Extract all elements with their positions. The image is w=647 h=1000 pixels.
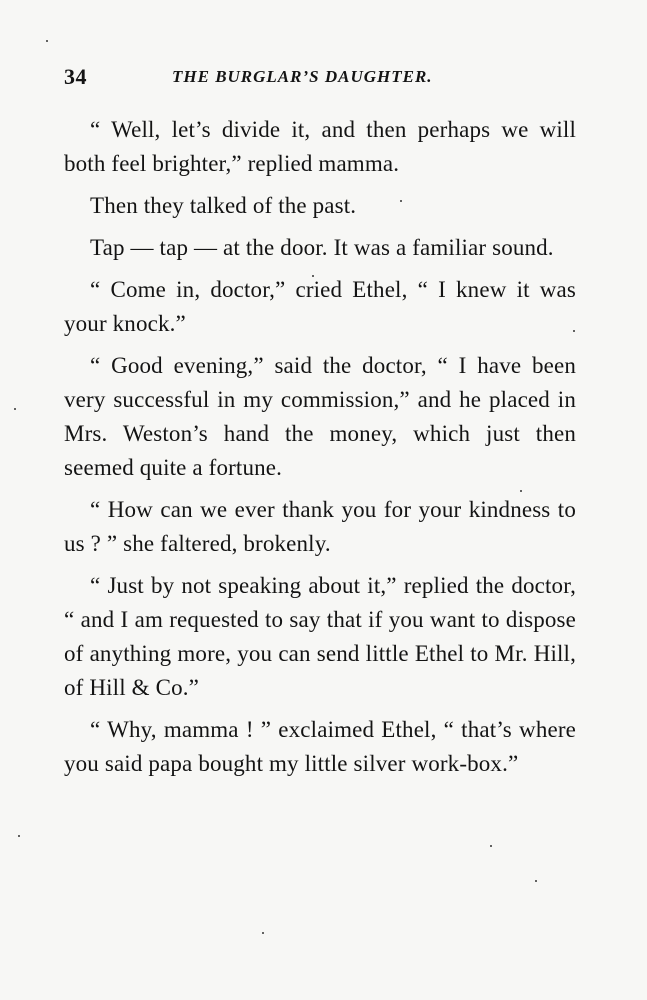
paragraph: Tap — tap — at the door. It was a familiar sound. [90,235,554,260]
print-speck [262,932,264,934]
print-speck [535,880,537,882]
print-speck [14,408,16,410]
print-speck [520,490,522,492]
page-number: 34 [64,64,87,89]
print-speck [18,835,20,837]
running-title: THE BURGLAR’S DAUGHTER. [172,67,433,86]
print-speck [490,845,492,847]
print-speck [400,200,402,202]
page-header [64,64,576,94]
paragraph: “ Why, mamma ! ” exclaimed Ethel, “ that’s where you said papa bought my little silver work-box.” [64,717,576,776]
paragraph: “ Just by not speaking about it,” replied the doctor, “ and I am requested to say that if you want to dispose of anything more, you can send little Ethel to Mr. Hill, of Hill & Co.” [64,573,576,700]
paragraph: Then they talked of the past. [90,193,357,218]
paragraph: “ Good evening,” said the doctor, “ I have been very successful in my commission,” and he placed in Mrs. Weston’s hand the money, which just then seemed quite a fortune. [64,353,576,480]
paragraph: “ Come in, doctor,” cried Ethel, “ I knew it was your knock.” [64,277,576,336]
print-speck [312,275,314,277]
body-text [64,113,576,789]
print-speck [573,330,575,332]
print-speck [46,40,48,42]
paragraph: “ Well, let’s divide it, and then perhaps we will both feel brighter,” replied mamma. [64,117,576,176]
paragraph: “ How can we ever thank you for your kindness to us ? ” she faltered, brokenly. [64,497,576,556]
